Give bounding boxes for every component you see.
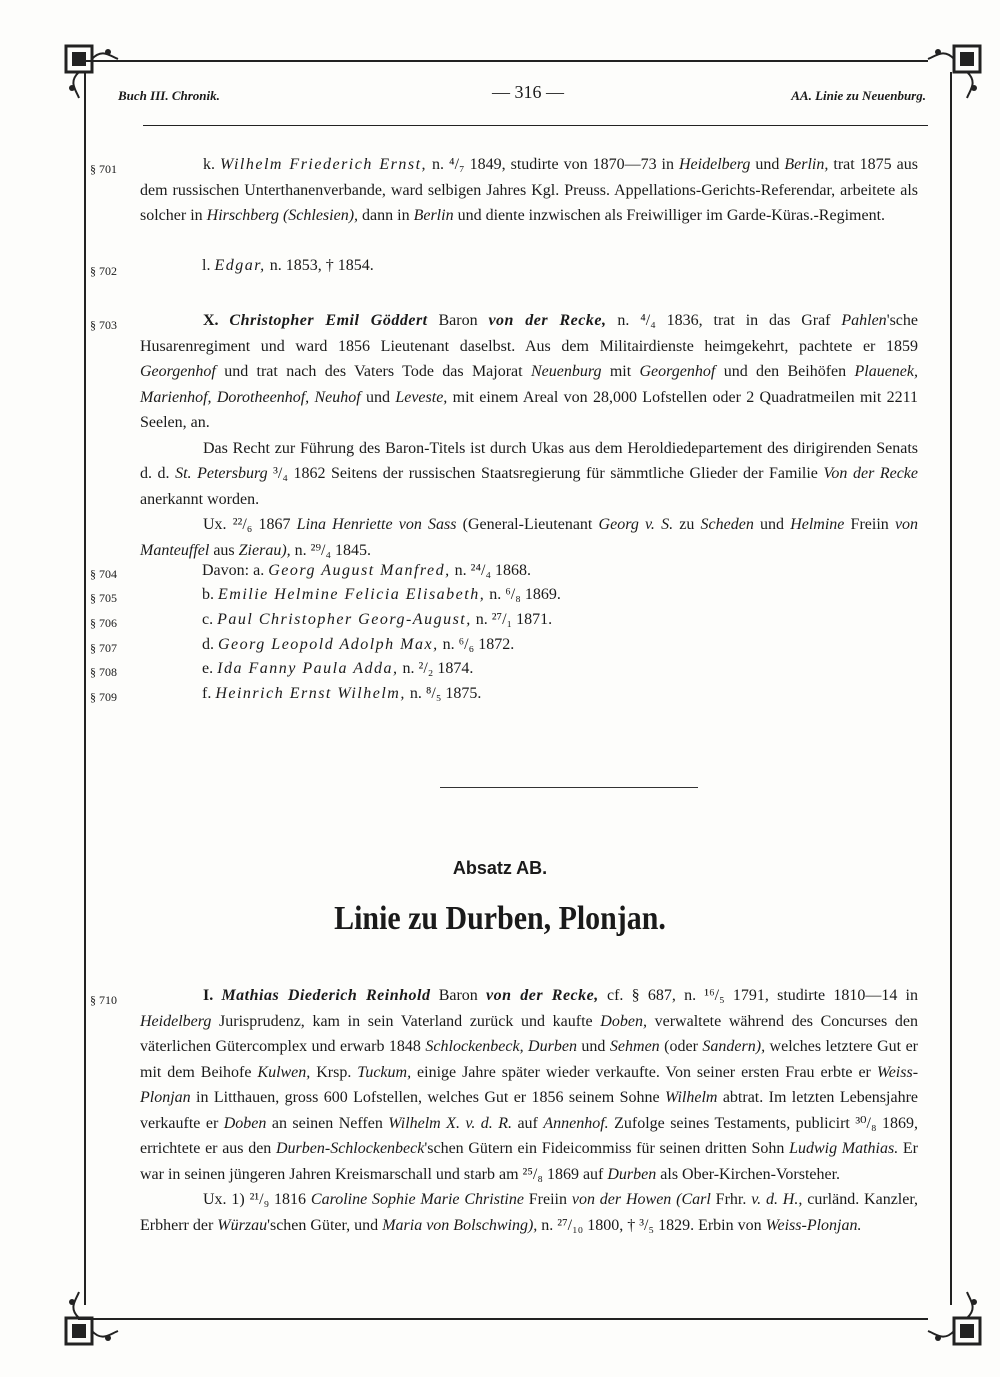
list-item: d. Georg Leopold Adolph Max, n. ⁶/₆ 1872. — [202, 636, 515, 653]
list-item: f. Heinrich Ernst Wilhelm, n. ⁸/₅ 1875. — [202, 685, 482, 702]
list-item: Davon: a. Georg August Manfred, n. ²⁴/₄ 1868. — [202, 562, 532, 579]
list-item: c. Paul Christopher Georg-August, n. ²⁷/₁ 1871. — [202, 611, 553, 628]
section-title: Linie zu Durben, Plonjan. — [334, 900, 666, 937]
list-item: e. Ida Fanny Paula Adda, n. ²/₂ 1874. — [202, 660, 474, 677]
paragraph-710-marriage: Ux. 1) ²¹/₉ 1816 Caroline Sophie Marie Christine Freiin von der Howen (Carl Frhr. v. d. H., curländ. Kanzler, Erbherr der Würzau'schen Güter, und Maria von Bolschwing), n. ²⁷/₁₀ 1800, † ³/₅ 1829. Erbin von Weiss-Plonjan. — [140, 1191, 919, 1234]
subsection-heading: Absatz AB. — [452, 858, 548, 878]
paragraph-702: l. Edgar, n. 1853, † 1854. — [202, 257, 374, 274]
list-item: b. Emilie Helmine Felicia Elisabeth, n. ⁶/₈ 1869. — [202, 586, 561, 603]
person-name: Wilhelm Friederich Ernst, — [220, 156, 428, 173]
header-right: AA. Linie zu Neuenburg. — [791, 88, 926, 103]
section-number: § 701 — [90, 162, 117, 176]
ornament-corner-icon — [926, 1290, 988, 1352]
section-number: § 705 — [90, 591, 117, 605]
ornament-corner-icon — [926, 38, 988, 100]
section-number: § 703 — [90, 318, 117, 332]
person-name: Christopher Emil Göddert — [229, 312, 428, 329]
frame-bottom-border — [78, 1318, 928, 1320]
paragraph-703-marriage: Ux. ²²/₆ 1867 Lina Henriette von Sass (General-Lieutenant Georg v. S. zu Scheden und Helmine Freiin von Manteuffel aus Zierau), n. ²⁹/₄ 1845. — [140, 516, 919, 559]
section-number: § 707 — [90, 641, 117, 655]
section-number: § 706 — [90, 616, 117, 630]
paragraph-703: X. Christopher Emil Göddert Baron von der Recke, n. ⁴/₄ 1836, trat in das Graf Pahlen'sche Husarenregiment und ward 1856 Lieutenant daselbst. Aus dem Militairdienste heimgekehrt, pachtete er 1859 Georgenhof und trat nach des Vaters Tode das Majorat Neuenburg mit Georgenhof und den Beihöfen Plauenek, Marienhof, Dorotheenhof, Neuhof und Leveste, mit einem Areal von 28,000 Lofstellen oder 2 Quadratmeilen mit 2211 Seelen, an. Das Recht zur Führung des Baron-Titels ist durch Ukas aus dem Heroldiedepartement des dirigirenden Senats d. d. St. Petersburg ³/₄ 1862 Seitens der russischen Staatsregierung für sämmtliche Glieder der Familie Von der Recke anerkannt worden. Ux. ²²/₆ 1867 Lina Henriette von Sass (General-Lieutenant Georg v. S. zu Scheden und Helmine Freiin von Manteuffel aus Zierau), n. ²⁹/₄ 1845. — [140, 308, 918, 563]
section-number: § 710 — [90, 993, 117, 1007]
person-name: Mathias Diederich Reinhold — [221, 987, 431, 1004]
ornament-corner-icon — [58, 38, 120, 100]
section-number: § 702 — [90, 264, 117, 278]
paragraph-703-title: Das Recht zur Führung des Baron-Titels ist durch Ukas aus dem Heroldiedepartement des dirigirenden Senats d. d. St. Petersburg ³/₄ 1862 Seitens der russischen Staatsregierung für sämmtliche Glieder der Familie Von der Recke anerkannt worden. — [140, 439, 919, 508]
page-number: — 316 — — [492, 82, 564, 102]
ornament-corner-icon — [58, 1290, 120, 1352]
header-left: Buch III. Chronik. — [118, 88, 220, 103]
frame-top-border — [78, 60, 928, 62]
header-rule — [143, 125, 928, 126]
running-header — [118, 82, 926, 110]
section-number: § 704 — [90, 567, 117, 581]
section-separator — [440, 787, 698, 788]
section-number: § 709 — [90, 690, 117, 704]
paragraph-710: I. Mathias Diederich Reinhold Baron von der Recke, cf. § 687, n. ¹⁶/₅ 1791, studirte 1810—14 in Heidelberg Jurisprudenz, kam in sein Vaterland zurück und kaufte Doben, verwaltete während des Concurses den väterlichen Gütercomplex und erwarb 1848 Schlockenbeck, Durben und Sehmen (oder Sandern), welches letztere Gut er mit dem Beihofe Kulwen, Krsp. Tuckum, einige Jahre später wieder verkaufte. Von seiner ersten Frau erbte er Weiss-Plonjan in Litthauen, gross 600 Lofstellen, welches Gut er 1856 seinem Sohne Wilhelm abtrat. Im letzten Lebensjahre verkaufte er Doben an seinen Neffen Wilhelm X. v. d. R. auf Annenhof. Zufolge seines Testaments, publicirt ³⁰/₈ 1869, errichtete er aus den Durben-Schlockenbeck'schen Gütern ein Fideicommiss für seinen dritten Sohn Ludwig Mathias. Er war in seinen jüngeren Jahren Kreismarschall und starb am ²⁵/₈ 1869 auf Durben als Ober-Kirchen-Vorsteher. Ux. 1) ²¹/₉ 1816 Caroline Sophie Marie Christine Freiin von der Howen (Carl Frhr. v. d. H., curländ. Kanzler, Erbherr der Würzau'schen Güter, und Maria von Bolschwing), n. ²⁷/₁₀ 1800, † ³/₅ 1829. Erbin von Weiss-Plonjan. — [140, 983, 918, 1238]
frame-left-border — [84, 72, 86, 1305]
person-name: Edgar, — [214, 257, 266, 274]
paragraph-701: k. Wilhelm Friederich Ernst, n. ⁴/₇ 1849, studirte von 1870—73 in Heidelberg und Berlin, trat 1875 aus dem russischen Unterthanenverbande, ward selbigen Jahres Kgl. Preuss. Appellations-Gerichts-Referendar, arbeitete als solcher in Hirschberg (Schlesien), dann in Berlin und diente inzwischen als Freiwilliger im Garde-Küras.-Regiment. — [140, 156, 918, 224]
section-number: § 708 — [90, 665, 117, 679]
frame-right-border — [950, 72, 952, 1305]
